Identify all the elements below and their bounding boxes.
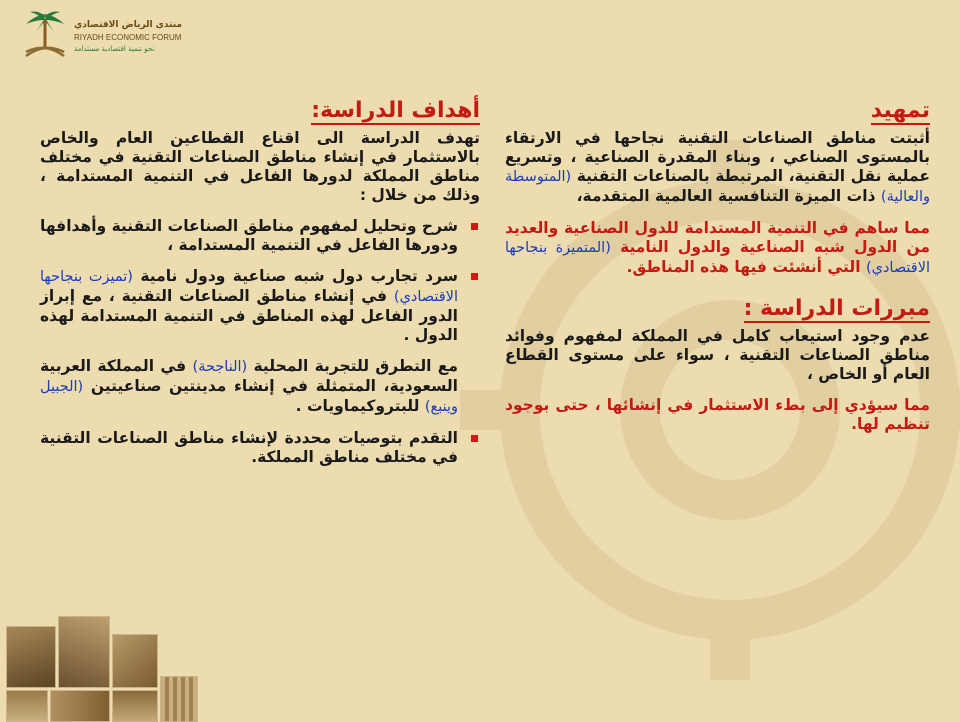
objective-paragraph-3: مع التطرق للتجربة المحلية (الناجحة) في المملكة العربية السعودية، المتمثلة في إنشاء مدينتين صناعيتين (الجبيل وينبع) للبتروكيماويات . <box>40 357 458 415</box>
intro-paragraph-1: أثبتت مناطق الصناعات التقنية نجاحها في الارتقاء بالمستوى الصناعي ، وبناء المقدرة الصناعية ، وتسريع عملية نقل التقنية، المرتبطة بالصناعات التقنية (المتوسطة والعالية) ذات الميزة التنافسية العالمية المتقدمة، <box>505 129 930 205</box>
logo-slogan: نحو تنمية اقتصادية مستدامة <box>74 45 155 53</box>
bullet-square-icon <box>471 435 478 442</box>
intro-paragraph-2: مما ساهم في التنمية المستدامة للدول الصناعية والعديد من الدول شبه الصناعية والدول النامية (المتميزة بنجاحها الاقتصادي) التي أنشئت فيها هذه المناطق. <box>505 219 930 276</box>
justification-paragraph-1: عدم وجود استيعاب كامل في المملكة لمفهوم وفوائد مناطق الصناعات التقنية ، سواء على مستوى القطاع العام أو الخاص ، <box>505 327 930 383</box>
photo-tile-industry <box>6 626 56 688</box>
photo-tile-factory <box>6 690 48 722</box>
photo-tile-plant <box>50 690 110 722</box>
photo-tile-worker <box>112 634 158 688</box>
justification-paragraph-2: مما سيؤدي إلى بطء الاستثمار في إنشائها ، حتى بوجود تنظيم لها. <box>505 396 930 433</box>
logo-name-english: RIYADH ECONOMIC FORUM <box>74 33 182 42</box>
objectives-intro: تهدف الدراسة الى اقناع القطاعين العام والخاص بالاستثمار في إنشاء مناطق الصناعات التقنية في مختلف مناطق المملكة لدورها الفاعل في التنمية المستدامة ، وذلك من خلال : <box>40 129 480 204</box>
justification-heading: مبررات الدراسة : <box>743 296 930 321</box>
decorative-photo-strip <box>0 612 960 720</box>
palm-swords-icon <box>20 8 70 64</box>
objectives-heading: أهداف الدراسة: <box>311 98 480 123</box>
photo-tile-pipes <box>112 690 158 722</box>
forum-logo <box>20 6 190 68</box>
objective-bullet-2: سرد تجارب دول شبه صناعية ودول نامية (تميزت بنجاحها الاقتصادي) في إنشاء مناطق الصناعات التقنية ، مع إبراز الدور الفاعل لهذه المناطق في التنمية المستدامة لهذه الدول . <box>40 267 480 345</box>
objective-bullet-4: التقدم بتوصيات محددة لإنشاء مناطق الصناعات التقنية في مختلف مناطق المملكة. <box>40 429 480 467</box>
objective-bullet-1: شرح وتحليل لمفهوم مناطق الصناعات التقنية وأهدافها ودورها الفاعل في التنمية المستدامة ، <box>40 217 480 255</box>
bullet-square-icon <box>471 273 478 280</box>
intro-heading: تمهيد <box>870 98 930 123</box>
bullet-square-icon <box>471 223 478 230</box>
photo-tile-bars <box>160 676 198 722</box>
logo-name-arabic: منتدى الرياض الاقتصادي <box>74 20 183 30</box>
photo-tile-construction <box>58 616 110 688</box>
left-column <box>40 98 480 479</box>
right-column <box>505 98 930 446</box>
